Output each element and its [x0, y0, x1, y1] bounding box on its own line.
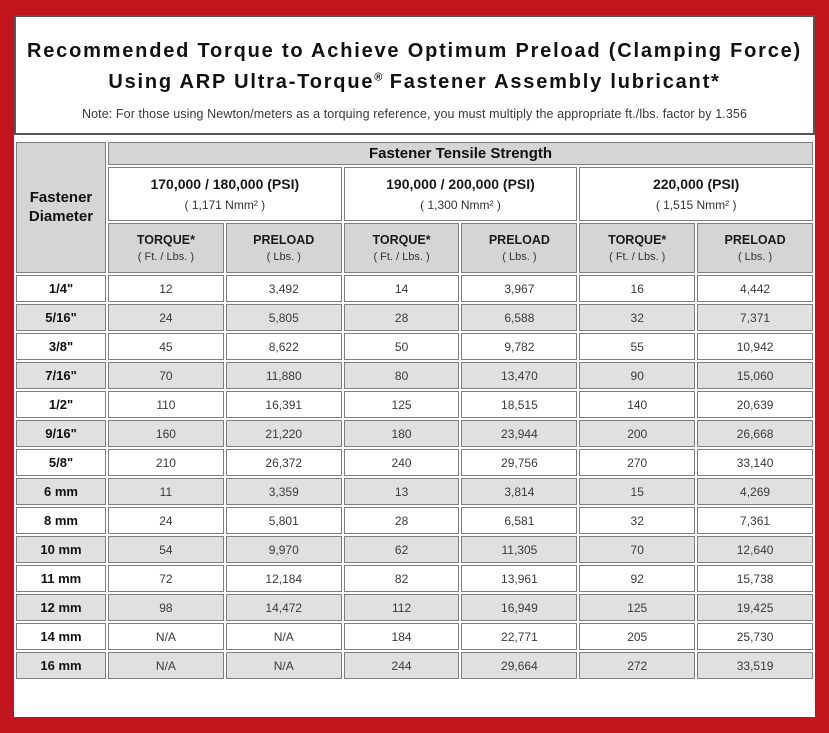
title-line1: Recommended Torque to Achieve Optimum Preload (Clamping Force) [26, 39, 803, 62]
content-area [14, 15, 815, 717]
table-row [16, 623, 813, 650]
psi-label: 220,000 (PSI) [652, 176, 740, 192]
table-row [16, 333, 813, 360]
table-row [16, 478, 813, 505]
value-cell: 7,371 [697, 304, 813, 331]
value-cell: 90 [579, 362, 695, 389]
value-cell: 7,361 [697, 507, 813, 534]
value-cell: 12 [108, 275, 224, 302]
table-row [16, 304, 813, 331]
preload-column-header: PRELOAD ( Lbs. ) [226, 223, 342, 273]
torque-table [14, 140, 815, 681]
diameter-cell: 16 mm [16, 652, 106, 679]
value-cell: 24 [108, 304, 224, 331]
note-text: Note: For those using Newton/meters as a torquing reference, you must multiply the appropriate ft./lbs. factor by 1.356 [81, 106, 747, 121]
value-cell: 180 [344, 420, 460, 447]
value-cell: 110 [108, 391, 224, 418]
value-cell: N/A [108, 623, 224, 650]
diameter-cell: 3/8" [16, 333, 106, 360]
table-row [16, 536, 813, 563]
column-header-row [16, 223, 813, 273]
value-cell: 55 [579, 333, 695, 360]
value-cell: 16 [579, 275, 695, 302]
table-row [16, 275, 813, 302]
diameter-cell: 12 mm [16, 594, 106, 621]
value-cell: 14,472 [226, 594, 342, 621]
value-cell: 3,492 [226, 275, 342, 302]
value-cell: 33,140 [697, 449, 813, 476]
value-cell: 19,425 [697, 594, 813, 621]
tensile-strength-header: Fastener Tensile Strength [108, 142, 813, 165]
value-cell: 45 [108, 333, 224, 360]
psi-label: 190,000 / 200,000 (PSI) [386, 176, 535, 192]
value-cell: 205 [579, 623, 695, 650]
value-cell: 15,738 [697, 565, 813, 592]
title-section [14, 15, 815, 135]
page-title [27, 36, 802, 98]
diameter-cell: 5/16" [16, 304, 106, 331]
nmm-label: ( 1,515 Nmm² ) [655, 198, 737, 212]
value-cell: 18,515 [461, 391, 577, 418]
diameter-cell: 9/16" [16, 420, 106, 447]
table-row [16, 362, 813, 389]
registered-trademark-symbol: ® [374, 70, 383, 83]
value-cell: N/A [226, 623, 342, 650]
table-row [16, 594, 813, 621]
value-cell: 15 [579, 478, 695, 505]
value-cell: 24 [108, 507, 224, 534]
value-cell: 14 [344, 275, 460, 302]
table-body [16, 275, 813, 679]
value-cell: 9,782 [461, 333, 577, 360]
value-cell: 125 [579, 594, 695, 621]
value-cell: 3,967 [461, 275, 577, 302]
table-row [16, 420, 813, 447]
value-cell: 54 [108, 536, 224, 563]
value-cell: 33,519 [697, 652, 813, 679]
value-cell: 13,961 [461, 565, 577, 592]
title-line2: Using ARP Ultra-Torque® Fastener Assembly lubricant* [108, 70, 721, 93]
diameter-cell: 14 mm [16, 623, 106, 650]
psi-group-header-1 [108, 167, 342, 221]
value-cell: 15,060 [697, 362, 813, 389]
value-cell: 62 [344, 536, 460, 563]
value-cell: 13,470 [461, 362, 577, 389]
value-cell: 13 [344, 478, 460, 505]
diameter-cell: 6 mm [16, 478, 106, 505]
value-cell: 200 [579, 420, 695, 447]
value-cell: 4,269 [697, 478, 813, 505]
value-cell: 3,814 [461, 478, 577, 505]
value-cell: 160 [108, 420, 224, 447]
value-cell: 20,639 [697, 391, 813, 418]
value-cell: N/A [108, 652, 224, 679]
value-cell: 82 [344, 565, 460, 592]
nmm-label: ( 1,300 Nmm² ) [420, 198, 501, 212]
psi-group-row [16, 167, 813, 221]
value-cell: 10,942 [697, 333, 813, 360]
value-cell: N/A [226, 652, 342, 679]
value-cell: 6,581 [461, 507, 577, 534]
psi-label: 170,000 / 180,000 (PSI) [150, 176, 300, 192]
value-cell: 22,771 [461, 623, 577, 650]
torque-column-header: TORQUE* ( Ft. / Lbs. ) [344, 223, 460, 273]
psi-group-header-2 [344, 167, 578, 221]
value-cell: 112 [344, 594, 460, 621]
value-cell: 29,664 [461, 652, 577, 679]
diameter-cell: 1/2" [16, 391, 106, 418]
value-cell: 70 [108, 362, 224, 389]
table-row [16, 507, 813, 534]
value-cell: 9,970 [226, 536, 342, 563]
value-cell: 210 [108, 449, 224, 476]
preload-column-header: PRELOAD ( Lbs. ) [697, 223, 813, 273]
value-cell: 29,756 [461, 449, 577, 476]
value-cell: 16,391 [226, 391, 342, 418]
value-cell: 80 [344, 362, 460, 389]
value-cell: 32 [579, 507, 695, 534]
value-cell: 70 [579, 536, 695, 563]
value-cell: 92 [579, 565, 695, 592]
value-cell: 23,944 [461, 420, 577, 447]
value-cell: 26,372 [226, 449, 342, 476]
value-cell: 140 [579, 391, 695, 418]
value-cell: 8,622 [226, 333, 342, 360]
value-cell: 244 [344, 652, 460, 679]
value-cell: 25,730 [697, 623, 813, 650]
value-cell: 11 [108, 478, 224, 505]
value-cell: 12,184 [226, 565, 342, 592]
diameter-cell: 10 mm [16, 536, 106, 563]
value-cell: 28 [344, 304, 460, 331]
table-row [16, 565, 813, 592]
value-cell: 3,359 [226, 478, 342, 505]
table-row [16, 449, 813, 476]
value-cell: 26,668 [697, 420, 813, 447]
value-cell: 240 [344, 449, 460, 476]
value-cell: 4,442 [697, 275, 813, 302]
value-cell: 11,880 [226, 362, 342, 389]
preload-column-header: PRELOAD ( Lbs. ) [461, 223, 577, 273]
diameter-cell: 1/4" [16, 275, 106, 302]
nmm-label: ( 1,171 Nmm² ) [184, 198, 266, 212]
torque-column-header: TORQUE* ( Ft. / Lbs. ) [579, 223, 695, 273]
value-cell: 11,305 [461, 536, 577, 563]
table-row [16, 652, 813, 679]
fastener-diameter-header: Fastener Diameter [16, 142, 106, 273]
value-cell: 12,640 [697, 536, 813, 563]
tensile-header-row [16, 142, 813, 165]
value-cell: 32 [579, 304, 695, 331]
value-cell: 272 [579, 652, 695, 679]
value-cell: 6,588 [461, 304, 577, 331]
value-cell: 5,801 [226, 507, 342, 534]
value-cell: 5,805 [226, 304, 342, 331]
table-row [16, 391, 813, 418]
value-cell: 98 [108, 594, 224, 621]
value-cell: 28 [344, 507, 460, 534]
value-cell: 21,220 [226, 420, 342, 447]
value-cell: 125 [344, 391, 460, 418]
torque-column-header: TORQUE* ( Ft. / Lbs. ) [108, 223, 224, 273]
psi-group-header-3 [579, 167, 813, 221]
value-cell: 270 [579, 449, 695, 476]
diameter-cell: 11 mm [16, 565, 106, 592]
value-cell: 72 [108, 565, 224, 592]
value-cell: 184 [344, 623, 460, 650]
value-cell: 50 [344, 333, 460, 360]
diameter-cell: 7/16" [16, 362, 106, 389]
diameter-cell: 5/8" [16, 449, 106, 476]
value-cell: 16,949 [461, 594, 577, 621]
diameter-cell: 8 mm [16, 507, 106, 534]
